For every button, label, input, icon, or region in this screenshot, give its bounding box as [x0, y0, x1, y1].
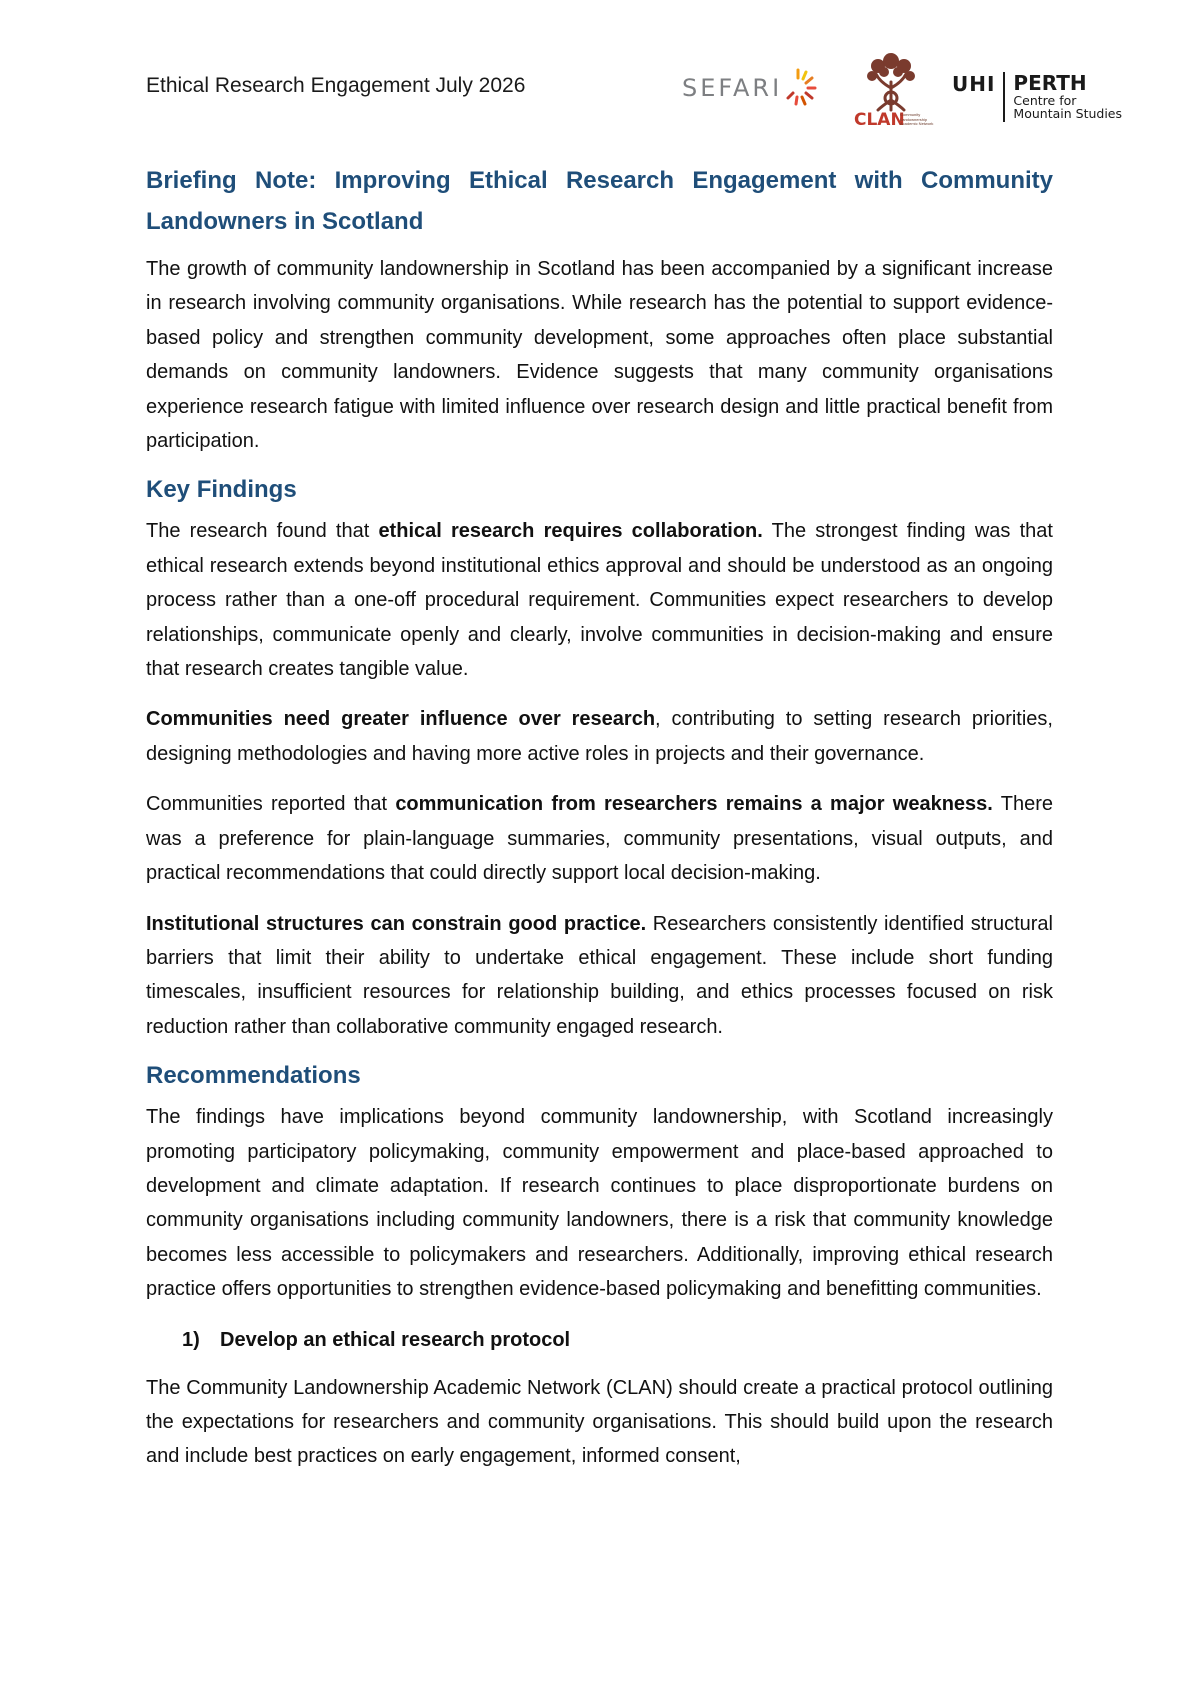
recommendations-heading: Recommendations [146, 1062, 361, 1090]
finding-paragraph-3: Communities reported that communication from researchers remains a major weakness. There was a preference for plain-language summaries, community presentations, visual outputs, and practical recommendations that could directly support local decision-making. [146, 793, 1053, 885]
finding-paragraph-4: Institutional structures can constrain good practice. Researchers consistently identified structural barriers that limit their ability to undertake ethical engagement. These include short funding timescales, insufficient resources for relationship building, and ethics processes focused on risk reduction rather than collaborative community engaged research. [146, 912, 1053, 1038]
tree-icon [856, 52, 926, 112]
document-title: Briefing Note: Improving Ethical Research Engagement with Community Landowners in Scotland [146, 167, 1053, 235]
document-body [146, 160, 1053, 1490]
list-number: 1) [182, 1328, 200, 1351]
uhi-wordmark: UHI [952, 72, 996, 96]
intro-paragraph: The growth of community landownership in Scotland has been accompanied by a significant increase in research involving community organisations. While research has the potential to support evidence-based policy and strengthen community development, some approaches often place substantial demands on community landowners. Evidence suggests that many community organisations experience research fatigue with limited influence over research design and little practical benefit from participation. [146, 258, 1053, 453]
clan-tagline: Community Landownership Academic Network [900, 112, 934, 127]
recommendation-1-body: The Community Landownership Academic Network (CLAN) should create a practical protocol outlining the expectations for researchers and community organisations. This should build upon the research and include best practices on early engagement, informed consent, [146, 1376, 1053, 1468]
perth-wordmark: PERTH [1013, 71, 1087, 95]
uhi-perth-logo [952, 72, 1122, 122]
perth-subtitle-line2: Mountain Studies [1013, 106, 1122, 121]
sefari-wordmark: SEFARI [682, 74, 783, 102]
finding-paragraph-1: The research found that ethical research requires collaboration. The strongest finding was that ethical research extends beyond institutional ethics approval and should be understood as an ongoing process rather than a one-off procedural requirement. Communities expect researchers to develop relationships, communicate openly and clearly, involve communities in decision-making and ensure that research creates tangible value. [146, 520, 1053, 681]
recommendations-intro: The findings have implications beyond community landownership, with Scotland increasingly promoting participatory policymaking, community empowerment and place-based approached to development and climate adaptation. If research continues to place disproportionate burdens on community organisations including community landowners, there is a risk that community knowledge becomes less accessible to policymakers and researchers. Additionally, improving ethical research practice offers opportunities to strengthen evidence-based policymaking and benefitting communities. [146, 1106, 1053, 1301]
key-findings-heading: Key Findings [146, 476, 297, 504]
recommendation-1-title: Develop an ethical research protocol [220, 1328, 571, 1351]
running-header: Ethical Research Engagement July 2026 [146, 74, 526, 97]
sefari-logo [682, 66, 824, 110]
logo-divider [1003, 72, 1005, 122]
sefari-burst-icon [784, 66, 824, 110]
clan-logo [848, 52, 938, 132]
finding-paragraph-2: Communities need greater influence over research, contributing to setting research priorities, designing methodologies and having more active roles in projects and their governance. [146, 708, 1053, 765]
clan-wordmark: CLAN [854, 110, 905, 130]
recommendation-1-heading [146, 1323, 1053, 1357]
perth-subtitle-line1: Centre for [1013, 93, 1077, 108]
